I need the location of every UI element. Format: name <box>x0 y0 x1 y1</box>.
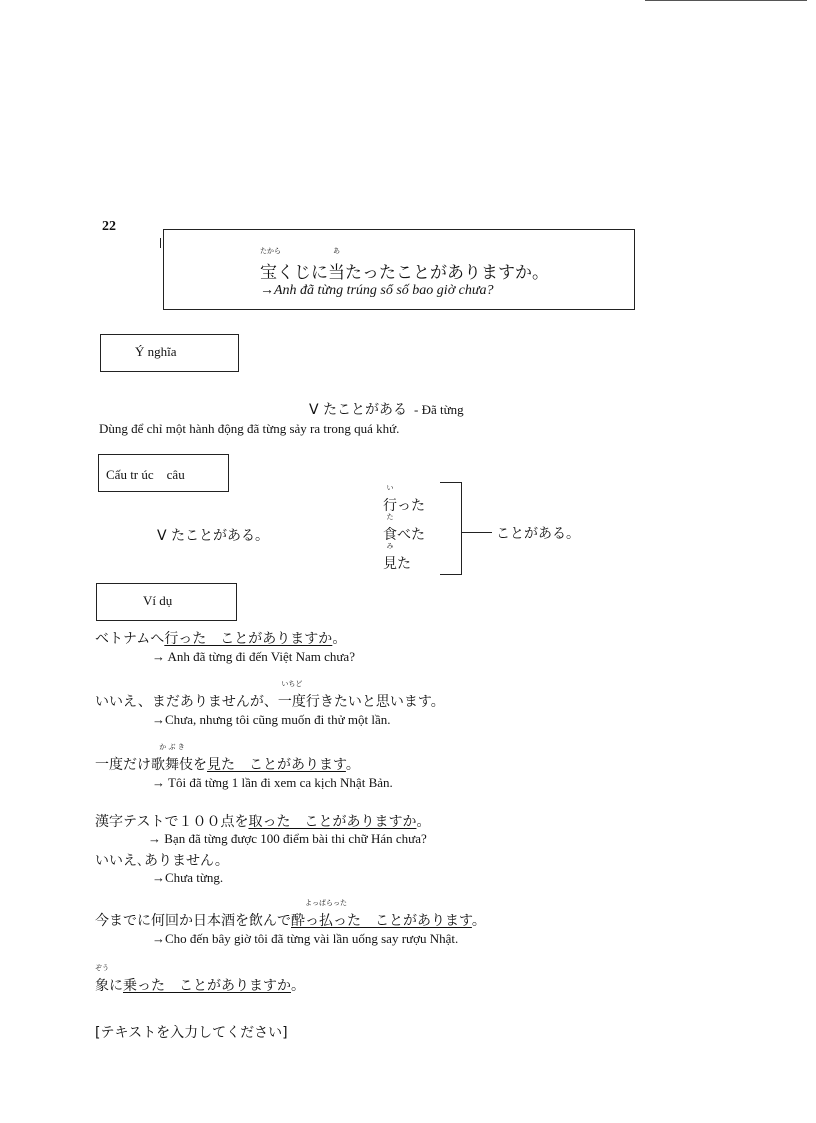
example-3-translation: → Tôi đã từng 1 lần đi xem ca kịch Nhật Bản. <box>152 775 393 790</box>
meaning-usage: Dùng để chỉ một hành động đã từng sảy ra trong quá khứ. <box>99 421 400 436</box>
meaning-label-box <box>100 334 239 372</box>
header-translation: →Anh đã từng trúng sổ số bao giờ chưa? <box>260 283 494 298</box>
meaning-label: Ý nghĩa <box>135 344 177 359</box>
verb-form-mita: 見 み た <box>383 542 411 572</box>
meaning-pattern: V たことがある - Đã từng <box>309 402 464 418</box>
bracket <box>440 482 462 575</box>
structure-label-box <box>98 454 229 492</box>
ruby-reading: あ <box>333 247 340 255</box>
structure-result: ことがある。 <box>496 526 580 542</box>
header-tick <box>160 238 161 248</box>
example-1-translation: → Anh đã từng đi đến Việt Nam chưa? <box>152 649 355 664</box>
example-6: 象 ぞう に乗った ことがありますか。 <box>95 964 305 994</box>
top-rule <box>645 0 807 1</box>
ruby-reading: み <box>386 542 394 550</box>
page-number: 22 <box>102 219 116 234</box>
verb-form-itta: 行 い った <box>383 484 425 514</box>
placeholder-text[interactable]: [テキストを入力してください] <box>95 1025 288 1041</box>
ruby-reading: い <box>386 484 394 492</box>
ruby-reading: いちど <box>281 680 303 688</box>
structure-label: Cấu tr úc câu <box>106 467 185 482</box>
example-5-translation: →Cho đến bây giờ tôi đã từng vài lần uống say rượu Nhật. <box>152 931 459 946</box>
verb-form-tabeta: 食 た べた <box>383 513 425 543</box>
example-1: ベトナムへ行った ことがありますか。 <box>95 631 347 647</box>
examples-label-box <box>96 583 237 621</box>
ruby-reading: たから <box>260 247 281 255</box>
example-5: 今までに何回か日本酒を飲んで酔っ払った よっぱらった ことがあります。 <box>95 899 486 929</box>
example-4-translation: → Bạn đã từng được 100 điểm bài thi chữ Hán chưa? <box>148 831 427 846</box>
example-2: いいえ、まだありませんが、一度 いちど 行きたいと思います。 <box>95 680 445 710</box>
example-4-answer: いいえ､ありません。 <box>95 853 229 869</box>
header-box <box>163 229 635 310</box>
ruby-reading: か ぶ き <box>159 743 185 751</box>
ruby-reading: よっぱらった <box>305 899 347 907</box>
example-2-translation: →Chưa, nhưng tôi cũng muốn đi thử một lần. <box>152 712 391 727</box>
example-4-answer-translation: →Chưa từng. <box>152 870 224 885</box>
ruby-word: 当 あ <box>328 247 345 283</box>
ruby-word: 宝 たから <box>260 247 281 283</box>
example-4: 漢字テストで１００点を取った ことがありますか。 <box>95 814 431 830</box>
ruby-reading: た <box>386 513 394 521</box>
example-3: 一度だけ歌舞伎 か ぶ き を見た ことがあります。 <box>95 743 360 773</box>
examples-label: Ví dụ <box>143 593 173 608</box>
structure-formula: V たことがある。 <box>157 528 270 544</box>
ruby-reading: ぞう <box>95 964 109 972</box>
header-sentence: 宝 たから くじに当 あ たったことがありますか。 <box>260 247 549 283</box>
bracket-connector <box>462 532 492 533</box>
